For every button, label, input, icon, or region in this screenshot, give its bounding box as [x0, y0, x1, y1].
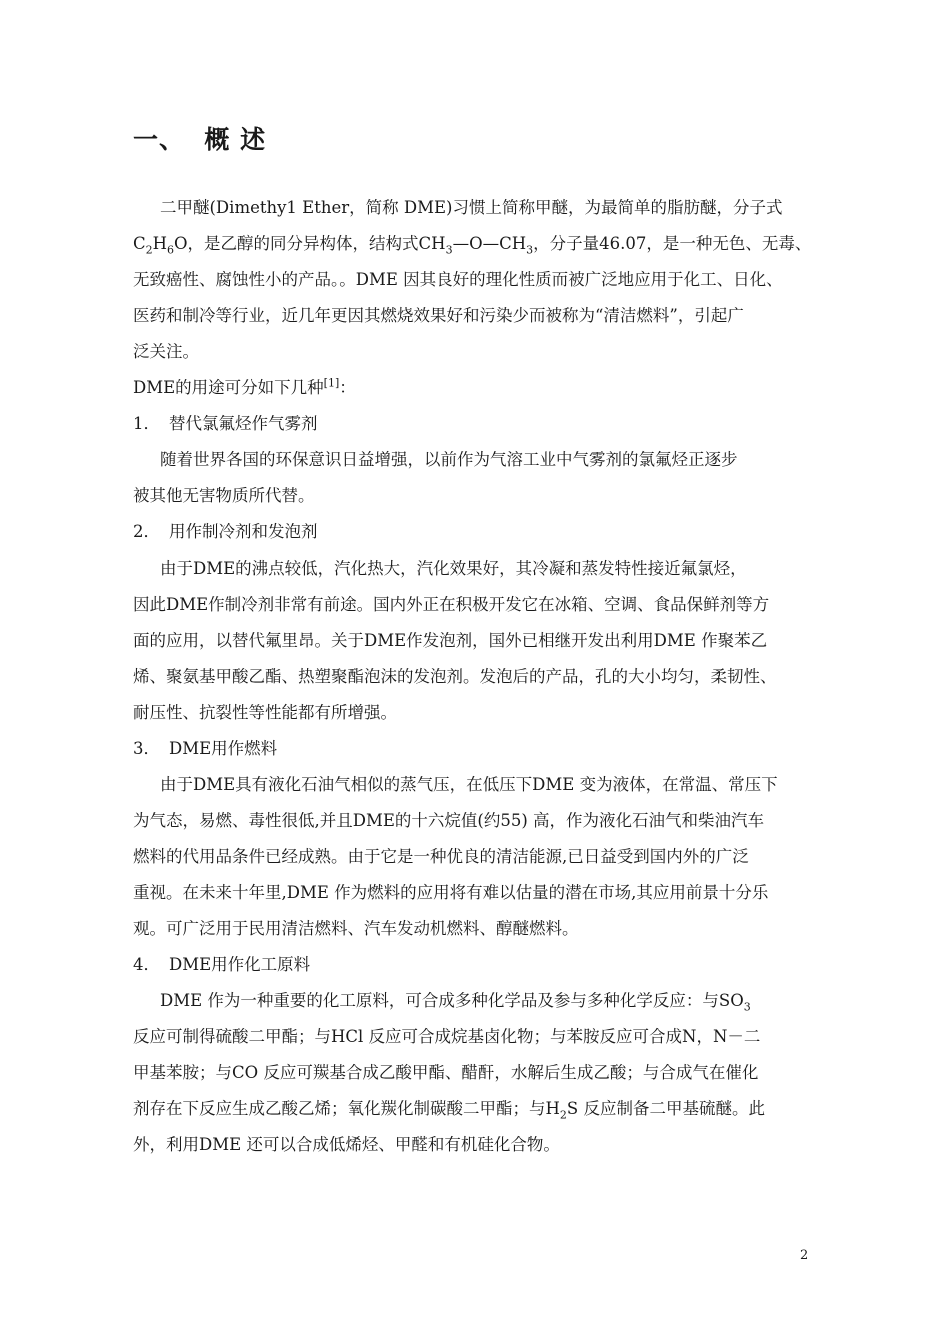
citation-ref: [1] — [323, 376, 340, 390]
section-2-line-4: 烯、聚氨基甲酸乙酯、热塑聚酯泡沫的发泡剂。发泡后的产品，孔的大小均匀，柔韧性、 — [133, 667, 777, 686]
intro-line-5: 泛关注。 — [133, 342, 199, 361]
intro-line-1: 二甲醚(Dimethy1 Ether，简称 DME)习惯上简称甲醚，为最简单的脂肪醚，分子式 — [160, 198, 783, 217]
section-2-title: 2． 用作制冷剂和发泡剂 — [133, 522, 318, 541]
section-4-line-4: 剂存在下反应生成乙酸乙烯；氧化羰化制碳酸二甲酯；与$H_2S$ 反应制备二甲基硫醚。此 — [133, 1099, 765, 1122]
section-3-line-5: 观。可广泛用于民用清洁燃料、汽车发动机燃料、醇醚燃料。 — [133, 919, 579, 938]
section-2-line-2: 因此DME作制冷剂非常有前途。国内外正在积极开发它在冰箱、空调、食品保鲜剂等方 — [133, 595, 770, 614]
section-3-title: 3． DME用作燃料 — [133, 739, 278, 758]
section-3-line-3: 燃料的代用品条件已经成熟。由于它是一种优良的清洁能源,已日益受到国内外的广泛 — [133, 847, 749, 866]
section-1-title: 1． 替代氯氟烃作气雾剂 — [133, 414, 318, 433]
section-4-line-2: 反应可制得硫酸二甲酯；与HCl 反应可合成烷基卤化物；与苯胺反应可合成N，N－二 — [133, 1027, 761, 1046]
page-number: 2 — [800, 1248, 809, 1263]
section-heading: 一、 概 述 — [133, 125, 267, 154]
section-3-line-1: 由于DME具有液化石油气相似的蒸气压，在低压下DME 变为液体，在常温、常压下 — [160, 775, 778, 794]
section-2-line-5: 耐压性、抗裂性等性能都有所增强。 — [133, 703, 397, 722]
section-1-line-2: 被其他无害物质所代替。 — [133, 486, 315, 505]
intro-line-3: 无致癌性、腐蚀性小的产品。。DME 因其良好的理化性质而被广泛地应用于化工、日化、 — [133, 270, 783, 289]
uses-intro: DME的用途可分如下几种[1]： — [133, 376, 356, 397]
intro-line-4: 医药和制冷等行业，近几年更因其燃烧效果好和污染少而被称为“清洁燃料”，引起广 — [133, 306, 744, 325]
section-3-line-2: 为气态，易燃、毒性很低,并且DME的十六烷值(约55) 高，作为液化石油气和柴油汽车 — [133, 811, 765, 830]
section-4-line-1: DME 作为一种重要的化工原料，可合成多种化学品及参与多种化学反应：与$SO_3$ — [160, 991, 751, 1014]
section-1-line-1: 随着世界各国的环保意识日益增强，以前作为气溶工业中气雾剂的氯氟烃正逐步 — [160, 450, 738, 469]
section-4-line-3: 甲基苯胺；与CO 反应可羰基合成乙酸甲酯、醋酐，水解后生成乙酸；与合成气在催化 — [133, 1063, 759, 1082]
intro-line-2: $C_2H_6O$，是乙醇的同分异构体，结构式$CH_3—O—CH_3$，分子量46.07，是一种无色、无毒、 — [133, 234, 812, 257]
section-4-line-5: 外，利用DME 还可以合成低烯烃、甲醛和有机硅化合物。 — [133, 1135, 560, 1154]
section-2-line-3: 面的应用，以替代氟里昂。关于DME作发泡剂，国外已相继开发出利用DME 作聚苯乙 — [133, 631, 768, 650]
section-4-title: 4． DME用作化工原料 — [133, 955, 311, 974]
section-2-line-1: 由于DME的沸点较低，汽化热大，汽化效果好，其冷凝和蒸发特性接近氟氯烃， — [160, 559, 747, 578]
section-3-line-4: 重视。在未来十年里,DME 作为燃料的应用将有难以估量的潜在市场,其应用前景十分乐 — [133, 883, 769, 902]
